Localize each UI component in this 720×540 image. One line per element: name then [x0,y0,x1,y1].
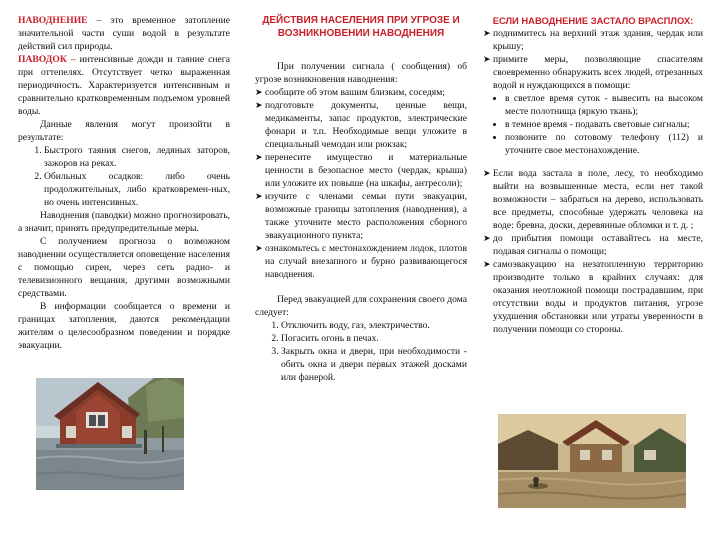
high-water-term: ПАВОДОК – [18,54,76,65]
column-definitions [18,14,230,352]
outdoor-item [483,258,703,336]
preparation-text: перенесите имущество и материальные ценности в безопасное место (чердак, крыша) или уложите их повыше (на шкафы, антресоли); [265,152,467,189]
information-paragraph: В информации сообщается о времени и границах затопления, даются рекомендации жителям о целесообразном поведении и порядке эвакуации. [18,301,230,351]
preparation-item [255,99,467,151]
checkmark-arrow-icon: ➤ [255,191,263,201]
sudden-flood-list [483,27,703,92]
checkmark-arrow-icon: ➤ [483,168,491,178]
signal-intro: При получении сигнала ( сообщения) об угрозе возникновения наводнения: [255,61,467,85]
sudden-item [483,53,703,92]
flood-definition [18,14,230,53]
checkmark-arrow-icon: ➤ [255,100,263,110]
checkmark-arrow-icon: ➤ [483,54,491,64]
flood-definition-text: – это временное затопление значительной части суши водой в результате действий сил природы. [18,15,230,52]
checkmark-arrow-icon: ➤ [483,28,491,38]
preparation-text: ознакомьтесь с местонахождением лодок, плотов на случай внезапного и бурно развивающегося наводнения. [265,243,467,280]
cause-item: 2. Обильных осадков: либо очень продолжительных, либо кратковремен-ных, но очень интенсивных. [44,170,230,209]
flood-term: НАВОДНЕНИЕ [18,15,88,26]
high-water-definition-text: интенсивные дожди и таяние снега при оттепелях. Отсутствует четко выраженная периодичность. Характеризуется интенсивным и сравнительно кратковременным подъемом уровней воды. [18,54,230,117]
outdoor-item [483,232,703,258]
preparation-text: подготовьте документы, ценные вещи, медикаменты, запас продуктов, электрические фонари и т.п. Необходимые вещи уложите в специальный чемодан или рюкзак; [265,100,467,150]
preparation-text: сообщите об этом вашим близким, соседям; [265,87,445,98]
outdoor-item-text: до прибытия помощи оставайтесь на месте, подавая сигналы о помощи; [493,233,703,257]
high-water-definition [18,53,230,118]
outdoor-item-text: самоэвакуацию на незатопленную территорию производите только в крайних случаях: для оказания неотложной помощи пострадавшим, при отсутствии воды и продуктов питания, угрозе ухудшения обстановки или утраты уверенности в получении помощи со стороны. [493,259,703,335]
warning-paragraph: С получением прогноза о возможном наводнении осуществляется оповещение населения с помощью сирен, через сеть радио- и телевизионного вещания, другими возможными средствами. [18,236,230,299]
causes-list [18,144,230,209]
cause-item: 1. Быстрого таяния снегов, ледяных заторов, зажоров на реках. [44,144,230,170]
sudden-item-text: поднимитесь на верхний этаж здания, чердак или крышу; [493,28,703,52]
preparation-item [255,151,467,190]
sudden-item-text: примите меры, позволяющие спасателям своевременно обнаружить всех людей, отрезанных водой и нуждающихся в помощи: [493,54,703,91]
preparation-list [255,86,467,281]
evacuation-step: 2. Погасить огонь в печах. [281,332,467,345]
signal-method: • в светлое время суток - вывесить на высоком месте полотнища (яркую ткань); [505,92,703,118]
preparation-text: изучите с членами семьи пути эвакуации, возможные границы затопления (наводнения), а также уточните место расположения сборного эвакуационного пункта; [265,191,467,241]
outdoor-item [483,167,703,232]
evacuation-steps [255,319,467,384]
column-actions [255,14,467,384]
checkmark-arrow-icon: ➤ [255,152,263,162]
causes-intro: Данные явления могут произойти в результате: [18,119,230,143]
preparation-item [255,242,467,281]
outdoor-actions-list [483,167,703,336]
flooded-village-photo [498,414,686,508]
checkmark-arrow-icon: ➤ [255,243,263,253]
forecast-paragraph: Наводнения (паводки) можно прогнозировать, а значит, принять предупредительные меры. [18,210,230,234]
evacuation-intro: Перед эвакуацией для сохранения своего дома следует: [255,294,467,318]
column-sudden-flood [483,14,703,336]
signal-method: • в темное время - подавать световые сигналы; [505,118,703,131]
preparation-item [255,86,467,99]
sudden-item [483,27,703,53]
evacuation-step: 3. Закрыть окна и двери, при необходимости - обить окна и двери первых этажей досками или фанерой. [281,345,467,384]
outdoor-item-text: Если вода застала в поле, лесу, то необходимо выйти на возвышенные места, если нет такой возможности – забраться на дерево, использовать все предметы, способные удержать человека на воде: бревна, доски, деревянные обломки и т. д. ; [493,168,703,231]
sudden-flood-title: ЕСЛИ НАВОДНЕНИЕ ЗАСТАЛО ВРАСПЛОХ: [492,15,694,26]
actions-title: ДЕЙСТВИЯ НАСЕЛЕНИЯ ПРИ УГРОЗЕ И ВОЗНИКНОВЕНИИ НАВОДНЕНИЯ [262,15,460,39]
preparation-item [255,190,467,242]
flooded-house-photo [36,378,184,490]
checkmark-arrow-icon: ➤ [483,259,491,269]
checkmark-arrow-icon: ➤ [483,233,491,243]
signal-method: • позвоните по сотовому телефону (112) и уточните свое местонахождение. [505,131,703,157]
evacuation-step: 1. Отключить воду, газ, электричество. [281,319,467,332]
signal-methods-list [483,92,703,157]
checkmark-arrow-icon: ➤ [255,87,263,97]
